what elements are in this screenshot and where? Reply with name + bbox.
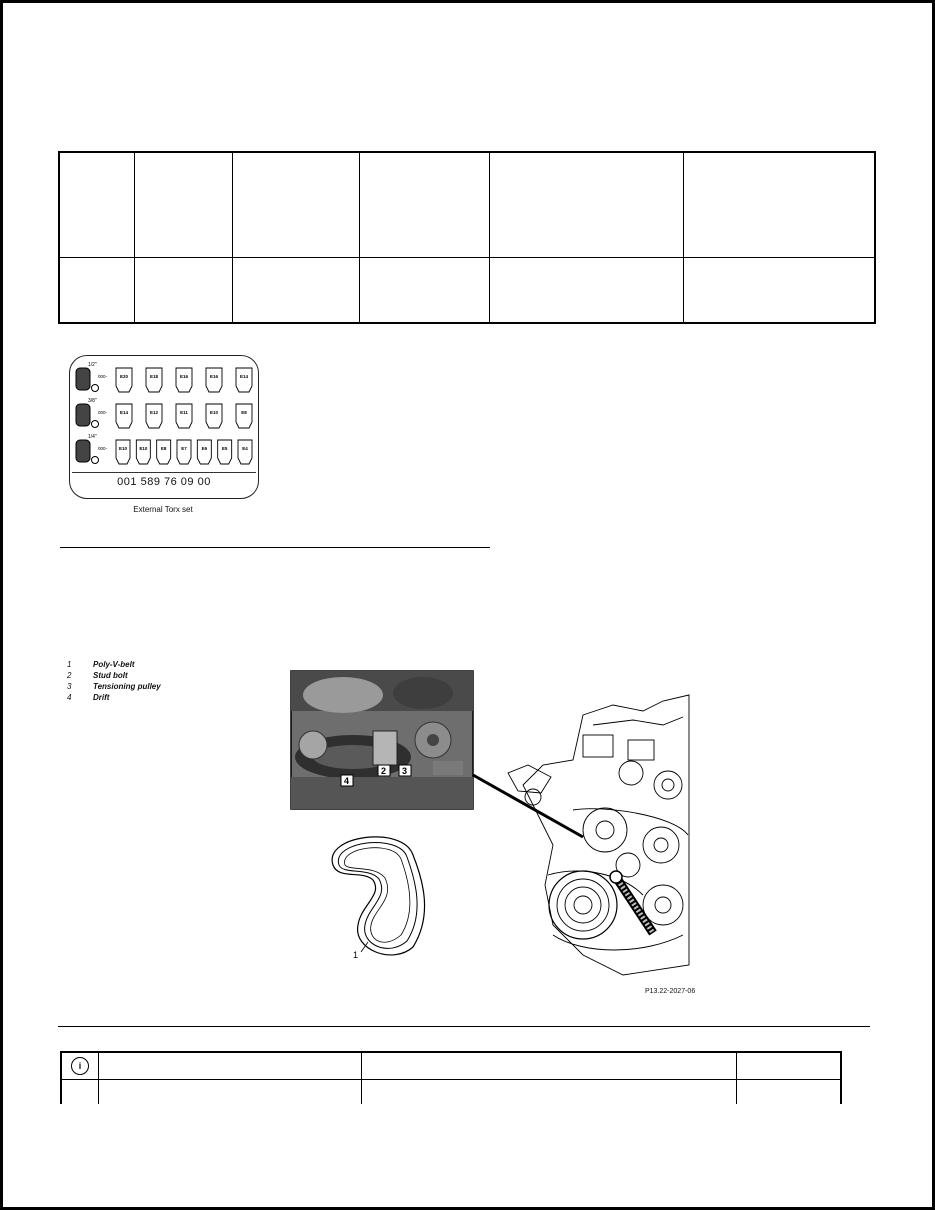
ratchet-adapter-icon	[76, 404, 90, 426]
torx-size-label: E18	[149, 374, 159, 379]
torx-size-label: E10	[209, 410, 219, 415]
spec-table-header-row	[59, 152, 875, 258]
spec-cell	[490, 258, 684, 324]
legend-item: 2 Stud bolt	[67, 671, 128, 680]
torx-part-number: 001 589 76 09 00	[117, 476, 211, 488]
note-header-cell	[362, 1052, 737, 1080]
torx-divider	[72, 472, 256, 473]
legend-item: 4 Drift	[67, 693, 110, 702]
figure-legend	[67, 659, 161, 703]
torx-socket-icon	[116, 368, 132, 392]
torx-size-label: E14	[239, 374, 249, 379]
torx-size-label: E14	[119, 410, 129, 415]
belt-drive-figure	[283, 665, 703, 995]
torx-socket-icon	[177, 440, 191, 464]
spec-header-cell	[684, 152, 876, 258]
note-table	[60, 1051, 842, 1104]
torx-caption: External Torx set	[133, 505, 193, 514]
spec-table-row	[59, 258, 875, 324]
photo-inset	[291, 671, 473, 809]
torx-socket-icon	[116, 404, 132, 428]
note-cell	[61, 1080, 99, 1105]
spec-header-cell	[135, 152, 233, 258]
torx-socket-icon	[146, 404, 162, 428]
drive-size-label: 1/4"	[88, 434, 97, 440]
callout-1: 1	[353, 950, 359, 960]
torx-size-label: E8	[160, 446, 167, 451]
torx-socket-icon	[238, 440, 252, 464]
section-divider	[60, 547, 490, 548]
torx-socket-icon	[176, 404, 192, 428]
torx-size-label: E16	[209, 374, 219, 379]
torx-socket-icon	[236, 368, 252, 392]
drive-prefix-label: 000-	[98, 374, 108, 379]
drive-size-label: 1/2"	[88, 362, 97, 368]
torx-size-label: E5	[221, 446, 228, 451]
torx-socket-icon	[116, 440, 130, 464]
torx-size-label: E8	[241, 410, 247, 415]
spec-header-cell	[490, 152, 684, 258]
torx-socket-icon	[236, 404, 252, 428]
poly-v-belt-drawing	[332, 837, 424, 955]
torx-size-label: E10	[118, 446, 128, 451]
spec-header-cell	[59, 152, 135, 258]
callout-4: 4	[344, 776, 350, 786]
torx-socket-icon	[176, 368, 192, 392]
spec-header-cell	[233, 152, 360, 258]
torx-size-label: E16	[179, 374, 189, 379]
info-icon: i	[71, 1057, 89, 1075]
torx-size-label: E7	[181, 446, 187, 451]
torx-socket-icon	[146, 368, 162, 392]
torx-socket-icon	[197, 440, 211, 464]
legend-item: 1 Poly-V-belt	[67, 660, 135, 669]
spec-cell	[135, 258, 233, 324]
note-header-cell	[737, 1052, 842, 1080]
figure-code: P13.22-2027-06	[645, 988, 696, 995]
section-divider	[58, 1026, 870, 1027]
note-header-cell	[99, 1052, 362, 1080]
leader-line	[473, 775, 583, 837]
torx-size-label: E20	[119, 374, 129, 379]
spec-header-cell	[360, 152, 490, 258]
spec-cell	[684, 258, 876, 324]
info-cell	[61, 1052, 99, 1080]
torx-size-label: E10	[139, 446, 148, 451]
torx-bit-icon	[92, 457, 99, 464]
callout-3: 3	[402, 766, 408, 776]
torx-socket-icon	[136, 440, 150, 464]
torx-socket-grid	[70, 356, 258, 472]
spec-cell	[360, 258, 490, 324]
torx-set-illustration	[69, 355, 259, 499]
drive-prefix-label: 000-	[98, 446, 108, 451]
torx-bit-icon	[92, 385, 99, 392]
spec-cell	[59, 258, 135, 324]
note-cell	[737, 1080, 842, 1105]
legend-item: 3 Tensioning pulley	[67, 682, 161, 691]
spec-cell	[233, 258, 360, 324]
torx-size-label: E11	[180, 410, 188, 415]
drive-prefix-label: 000-	[98, 410, 108, 415]
torx-socket-icon	[218, 440, 232, 464]
torx-size-label: E4	[242, 446, 248, 451]
torx-socket-icon	[206, 368, 222, 392]
note-table-row	[61, 1080, 841, 1105]
spec-table	[58, 151, 876, 324]
note-cell	[99, 1080, 362, 1105]
ratchet-adapter-icon	[76, 368, 90, 390]
callout-2: 2	[381, 766, 387, 776]
torx-size-label: E12	[149, 410, 159, 415]
torx-socket-icon	[206, 404, 222, 428]
ratchet-adapter-icon	[76, 440, 90, 462]
engine-line-drawing	[508, 695, 689, 975]
drive-size-label: 3/8"	[88, 398, 97, 404]
torx-bit-icon	[92, 421, 99, 428]
torx-socket-icon	[157, 440, 171, 464]
note-table-header-row	[61, 1052, 841, 1080]
torx-size-label: E6	[201, 446, 208, 451]
note-cell	[362, 1080, 737, 1105]
